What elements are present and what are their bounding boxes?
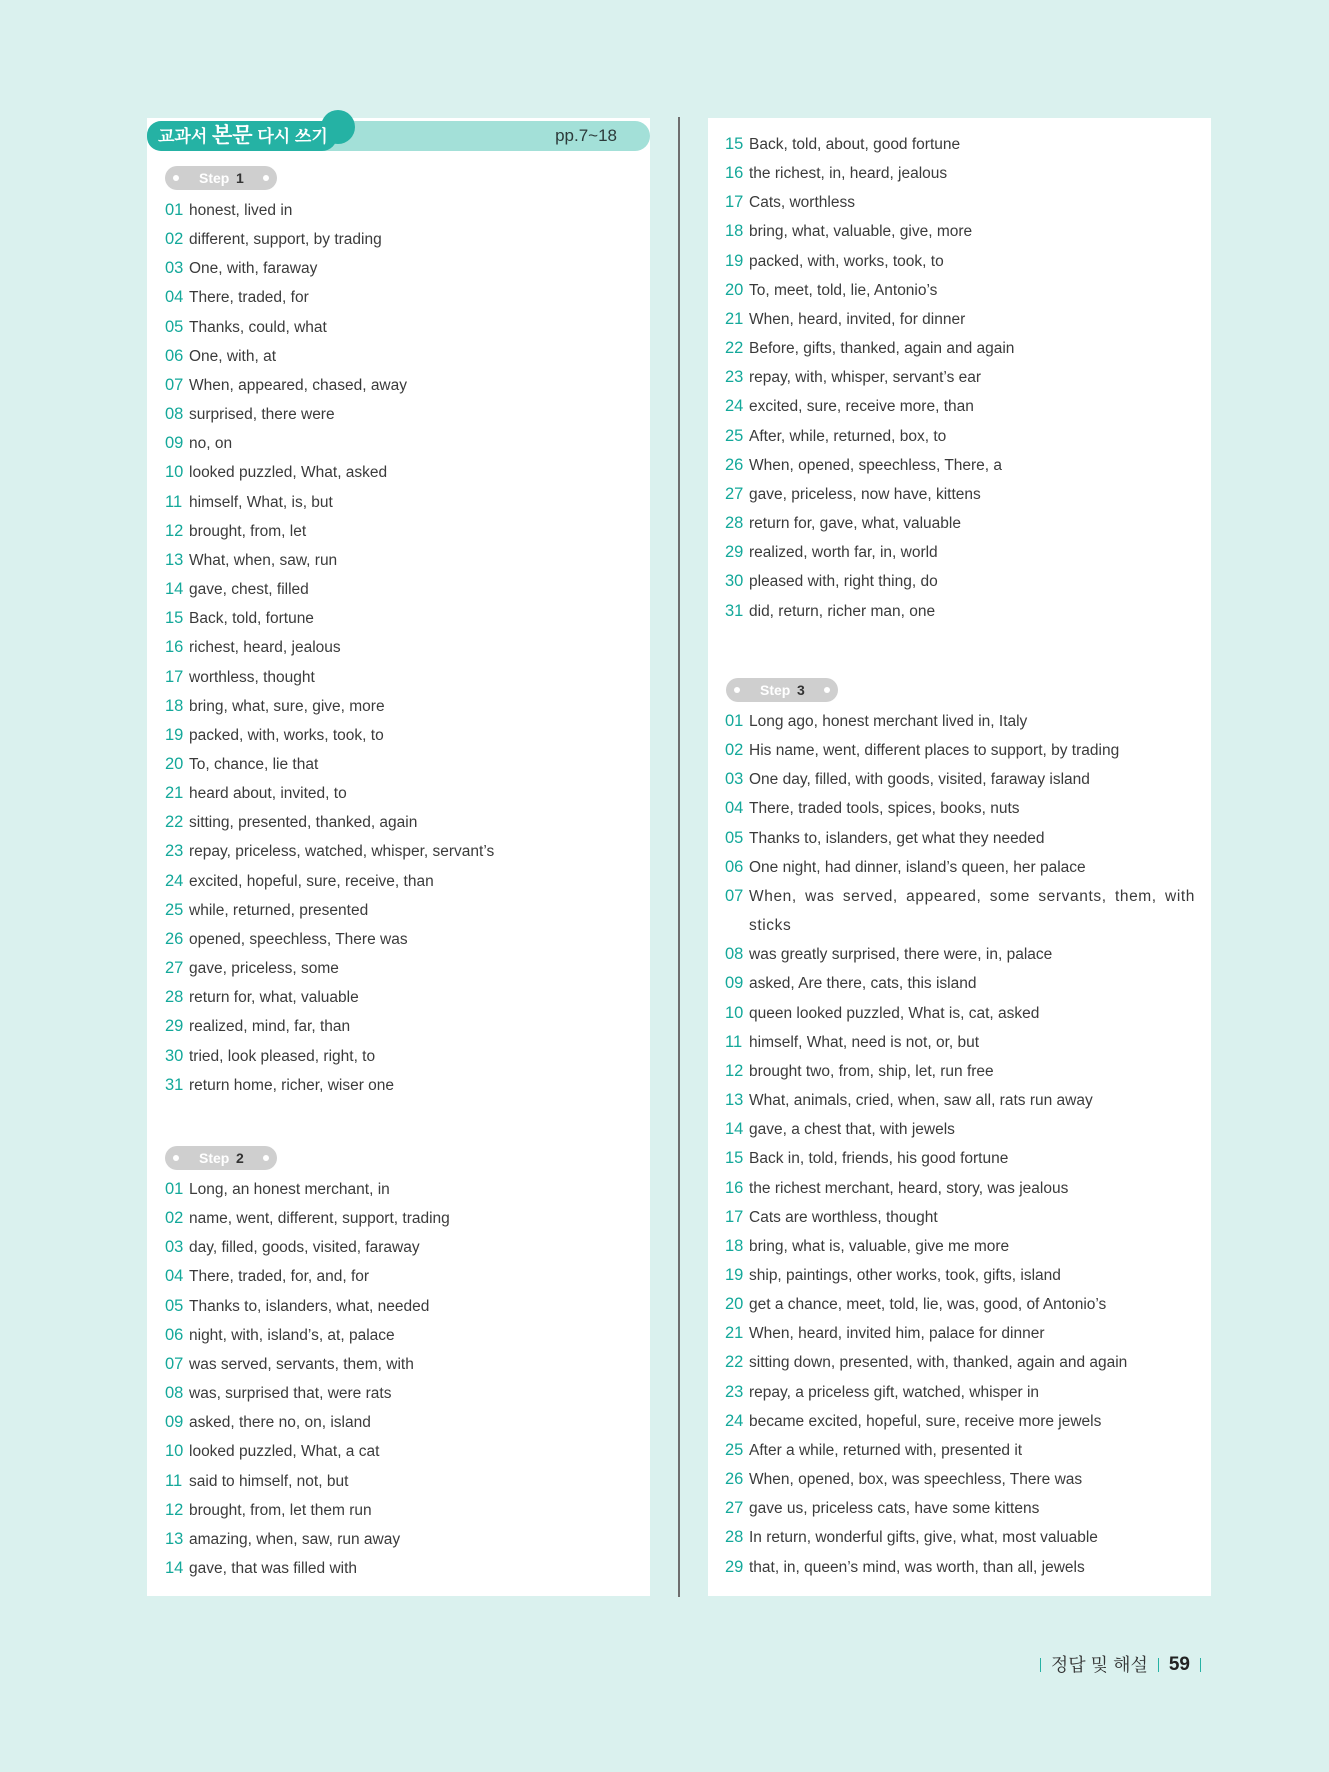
item-answer: bring, what is, valuable, give me more xyxy=(749,1237,1010,1255)
item-answer: To, meet, told, lie, Antonio’s xyxy=(749,281,938,299)
item-answer: excited, sure, receive more, than xyxy=(749,398,974,416)
item-number: 19 xyxy=(725,1265,744,1284)
item-number: 20 xyxy=(725,280,744,299)
item-answer: Cats, worthless xyxy=(749,194,855,212)
item-number: 29 xyxy=(725,1557,744,1576)
item-answer: What, when, saw, run xyxy=(189,551,338,569)
list-item xyxy=(165,546,655,575)
item-answer: gave, that was filled with xyxy=(189,1560,358,1578)
list-item xyxy=(725,1261,1195,1290)
item-number: 19 xyxy=(725,251,744,270)
item-answer: Thanks to, islanders, what, needed xyxy=(189,1297,430,1315)
item-number: 12 xyxy=(165,1500,184,1519)
list-item xyxy=(725,736,1195,765)
list-item xyxy=(725,422,1215,451)
item-number: 23 xyxy=(725,368,744,387)
item-answer: repay, with, whisper, servant’s ear xyxy=(749,369,982,387)
item-answer: ship, paintings, other works, took, gifts, island xyxy=(749,1266,1061,1284)
list-item xyxy=(165,633,655,662)
list-item xyxy=(165,837,655,866)
item-number: 10 xyxy=(725,1003,744,1022)
list-item xyxy=(725,509,1215,538)
item-answer: gave us, priceless cats, have some kittens xyxy=(749,1500,1040,1518)
item-answer: gave, chest, filled xyxy=(189,581,309,599)
list-item xyxy=(165,400,655,429)
item-number: 23 xyxy=(725,1382,744,1401)
item-number: 11 xyxy=(725,1032,743,1051)
list-item xyxy=(165,371,655,400)
item-number: 03 xyxy=(165,1238,184,1257)
list-item xyxy=(725,1494,1195,1523)
item-answer: brought, from, let xyxy=(189,522,307,540)
item-answer: There, traded, for xyxy=(189,289,309,307)
item-answer: There, traded, for, and, for xyxy=(189,1268,370,1286)
item-number: 08 xyxy=(165,1384,184,1403)
item-number: 16 xyxy=(725,164,744,183)
item-number: 02 xyxy=(165,230,184,249)
item-number: 21 xyxy=(725,1324,744,1343)
item-number: 01 xyxy=(165,201,184,219)
step-3-badge: Step 3 xyxy=(726,678,838,702)
item-number: 25 xyxy=(165,900,184,919)
list-item xyxy=(725,1144,1195,1173)
item-answer: His name, went, different places to support, by trading xyxy=(749,742,1120,760)
item-number: 06 xyxy=(165,346,184,365)
item-number: 06 xyxy=(165,1325,184,1344)
item-answer: Back, told, about, good fortune xyxy=(749,136,961,153)
list-item xyxy=(725,130,1215,159)
item-number: 29 xyxy=(725,543,744,562)
item-answer: return home, richer, wiser one xyxy=(189,1076,395,1094)
item-number: 09 xyxy=(165,1413,184,1432)
item-number: 16 xyxy=(725,1178,744,1197)
list-item xyxy=(165,1554,655,1583)
item-number: 07 xyxy=(165,375,184,394)
list-item xyxy=(725,1232,1195,1261)
item-number: 27 xyxy=(725,1499,744,1518)
list-item xyxy=(725,999,1195,1028)
item-number: 13 xyxy=(725,1091,744,1110)
list-item xyxy=(725,1523,1195,1552)
section-title: 교과서 본문 다시 쓰기 xyxy=(158,124,328,147)
list-item xyxy=(165,983,655,1012)
item-answer: bring, what, valuable, give, more xyxy=(749,223,973,241)
item-number: 07 xyxy=(165,1354,184,1373)
list-item xyxy=(725,1465,1195,1494)
list-item xyxy=(725,1319,1195,1348)
item-number: 20 xyxy=(165,754,184,773)
item-answer: day, filled, goods, visited, faraway xyxy=(189,1239,420,1257)
item-answer: asked, there no, on, island xyxy=(189,1414,371,1432)
list-item xyxy=(165,342,655,371)
item-number: 13 xyxy=(165,1529,184,1548)
item-answer: packed, with, works, took, to xyxy=(749,252,944,270)
item-number: 26 xyxy=(725,1470,744,1489)
list-item xyxy=(725,1436,1195,1465)
list-item xyxy=(165,750,655,779)
item-answer: gave, a chest that, with jewels xyxy=(749,1121,955,1139)
item-number: 14 xyxy=(165,580,184,599)
item-number: 26 xyxy=(165,929,184,948)
list-item xyxy=(165,1042,655,1071)
item-answer: amazing, when, saw, run away xyxy=(189,1530,401,1548)
item-number: 14 xyxy=(725,1120,744,1139)
item-number: 24 xyxy=(165,871,184,890)
list-item xyxy=(165,488,655,517)
item-number: 15 xyxy=(725,135,744,153)
item-number: 15 xyxy=(165,609,184,628)
list-item xyxy=(725,940,1195,969)
list-item xyxy=(165,896,655,925)
list-item xyxy=(165,1467,655,1496)
list-item xyxy=(165,867,655,896)
item-number: 25 xyxy=(725,426,744,445)
item-answer: Before, gifts, thanked, again and again xyxy=(749,340,1015,358)
list-item xyxy=(725,1553,1195,1582)
item-number: 30 xyxy=(165,1046,184,1065)
item-answer: opened, speechless, There was xyxy=(189,930,408,948)
item-answer: After, while, returned, box, to xyxy=(749,427,947,445)
item-number: 28 xyxy=(165,988,184,1007)
footer-label: 정답 및 해설 xyxy=(1050,1655,1148,1675)
item-number: 24 xyxy=(725,1411,744,1430)
list-item xyxy=(725,363,1215,392)
item-answer: honest, lived in xyxy=(189,202,293,219)
list-item xyxy=(725,969,1195,998)
item-answer: What, animals, cried, when, saw all, rats run away xyxy=(749,1092,1093,1110)
item-number: 05 xyxy=(165,1296,184,1315)
item-answer: realized, mind, far, than xyxy=(189,1018,351,1036)
item-number: 12 xyxy=(725,1061,744,1080)
item-answer: When, appeared, chased, away xyxy=(189,376,407,394)
list-item xyxy=(165,1012,655,1041)
list-item xyxy=(165,808,655,837)
list-item xyxy=(165,779,655,808)
item-number: 20 xyxy=(725,1295,744,1314)
list-item xyxy=(165,1525,655,1554)
list-item xyxy=(165,604,655,633)
item-number: 10 xyxy=(165,463,184,482)
item-number: 13 xyxy=(165,550,184,569)
item-answer: sitting, presented, thanked, again xyxy=(189,814,418,832)
list-item xyxy=(725,276,1215,305)
item-answer: sitting down, presented, with, thanked, again and again xyxy=(749,1354,1128,1372)
item-number: 12 xyxy=(165,521,184,540)
item-number: 02 xyxy=(725,741,744,760)
item-number: 23 xyxy=(165,842,184,861)
page-number: 59 xyxy=(1168,1654,1190,1675)
item-answer: bring, what, sure, give, more xyxy=(189,697,385,715)
item-number: 16 xyxy=(165,638,184,657)
list-item xyxy=(165,283,655,312)
list-item xyxy=(165,429,655,458)
item-answer: pleased with, right thing, do xyxy=(749,573,938,591)
item-answer: became excited, hopeful, sure, receive more jewels xyxy=(749,1412,1102,1430)
list-item xyxy=(165,1437,655,1466)
item-answer: heard about, invited, to xyxy=(189,785,347,803)
item-answer: In return, wonderful gifts, give, what, most valuable xyxy=(749,1529,1098,1547)
item-answer: Back in, told, friends, his good fortune xyxy=(749,1150,1009,1168)
item-answer: When, opened, box, was speechless, There was xyxy=(749,1471,1083,1489)
item-answer: Cats are worthless, thought xyxy=(749,1208,938,1226)
item-answer: different, support, by trading xyxy=(189,231,382,249)
item-number: 09 xyxy=(165,434,184,453)
item-number: 29 xyxy=(165,1017,184,1036)
list-item xyxy=(165,692,655,721)
list-item xyxy=(725,451,1215,480)
item-number: 04 xyxy=(165,1267,184,1286)
list-item xyxy=(165,954,655,983)
item-answer: was, surprised that, were rats xyxy=(189,1385,392,1403)
item-answer: There, traded tools, spices, books, nuts xyxy=(749,800,1020,818)
item-answer: repay, a priceless gift, watched, whisper in xyxy=(749,1383,1040,1401)
item-answer: himself, What, need is not, or, but xyxy=(749,1033,980,1051)
item-answer: When, heard, invited, for dinner xyxy=(749,310,966,328)
column-divider xyxy=(678,117,680,1597)
list-item xyxy=(165,721,655,750)
list-item xyxy=(165,1204,655,1233)
item-answer: Long, an honest merchant, in xyxy=(189,1181,390,1198)
step-2-list-continued xyxy=(725,130,1215,626)
item-number: 05 xyxy=(165,317,184,336)
list-item xyxy=(725,188,1215,217)
list-item xyxy=(725,824,1195,853)
list-item xyxy=(165,458,655,487)
item-answer: excited, hopeful, sure, receive, than xyxy=(189,872,434,890)
item-number: 25 xyxy=(725,1440,744,1459)
item-answer: night, with, island’s, at, palace xyxy=(189,1326,395,1344)
item-answer: gave, priceless, some xyxy=(189,960,339,978)
list-item xyxy=(165,517,655,546)
item-number: 03 xyxy=(725,770,744,789)
item-number: 10 xyxy=(165,1442,184,1461)
list-item xyxy=(725,217,1215,246)
item-number: 01 xyxy=(725,712,744,730)
item-number: 18 xyxy=(725,1236,744,1255)
item-answer: get a chance, meet, told, lie, was, good, of Antonio’s xyxy=(749,1296,1107,1314)
list-item xyxy=(725,794,1195,823)
list-item xyxy=(165,925,655,954)
step-1-badge: Step 1 xyxy=(165,166,277,190)
list-item xyxy=(165,575,655,604)
item-number: 24 xyxy=(725,397,744,416)
item-number: 19 xyxy=(165,725,184,744)
item-answer: Thanks to, islanders, get what they needed xyxy=(749,829,1045,847)
item-number: 27 xyxy=(165,959,184,978)
item-number: 22 xyxy=(165,813,184,832)
list-item xyxy=(725,1115,1195,1144)
list-item xyxy=(725,1057,1195,1086)
item-answer: One, with, at xyxy=(189,347,277,365)
item-number: 15 xyxy=(725,1149,744,1168)
step-3-list xyxy=(725,707,1195,1582)
item-answer: looked puzzled, What, a cat xyxy=(189,1443,380,1461)
step-2-list xyxy=(165,1175,655,1583)
list-item xyxy=(165,1233,655,1262)
item-number: 04 xyxy=(165,288,184,307)
list-item xyxy=(725,1378,1195,1407)
item-answer: the richest, in, heard, jealous xyxy=(749,165,948,183)
item-answer: Thanks, could, what xyxy=(189,318,327,336)
list-item xyxy=(165,225,655,254)
list-item xyxy=(165,1292,655,1321)
item-answer: gave, priceless, now have, kittens xyxy=(749,485,981,503)
list-item xyxy=(725,1174,1195,1203)
item-answer: asked, Are there, cats, this island xyxy=(749,975,977,993)
list-item xyxy=(725,1348,1195,1377)
item-number: 18 xyxy=(725,222,744,241)
list-item xyxy=(725,480,1215,509)
item-answer: return for, gave, what, valuable xyxy=(749,515,961,533)
item-answer: did, return, richer man, one xyxy=(749,602,936,620)
list-item xyxy=(725,334,1215,363)
item-number: 30 xyxy=(725,572,744,591)
item-answer: looked puzzled, What, asked xyxy=(189,464,388,482)
item-answer: richest, heard, jealous xyxy=(189,639,341,657)
list-item xyxy=(165,1175,655,1204)
item-number: 17 xyxy=(725,1207,744,1226)
item-answer: When, heard, invited him, palace for dinner xyxy=(749,1325,1045,1343)
item-number: 31 xyxy=(165,1075,184,1094)
item-number: 21 xyxy=(725,309,744,328)
item-answer: realized, worth far, in, world xyxy=(749,544,938,562)
item-answer: brought, from, let them run xyxy=(189,1501,372,1519)
item-answer: brought two, from, ship, let, run free xyxy=(749,1062,994,1080)
item-number: 17 xyxy=(165,667,184,686)
list-item xyxy=(165,1262,655,1291)
list-item xyxy=(165,313,655,342)
list-item xyxy=(165,1071,655,1100)
list-item xyxy=(165,1350,655,1379)
item-answer: that, in, queen’s mind, was worth, than all, jewels xyxy=(749,1558,1085,1576)
item-answer: When, opened, speechless, There, a xyxy=(749,456,1003,474)
item-number: 11 xyxy=(165,492,183,511)
list-item xyxy=(725,882,1195,940)
item-answer: was served, servants, them, with xyxy=(189,1355,414,1373)
list-item xyxy=(725,853,1195,882)
list-item xyxy=(725,305,1215,334)
list-item xyxy=(165,1408,655,1437)
item-number: 26 xyxy=(725,455,744,474)
item-answer: surprised, there were xyxy=(189,406,335,424)
item-answer: said to himself, not, but xyxy=(189,1472,349,1490)
list-item xyxy=(725,159,1215,188)
item-number: 22 xyxy=(725,339,744,358)
item-number: 02 xyxy=(165,1209,184,1228)
item-number: 28 xyxy=(725,1528,744,1547)
list-item xyxy=(165,663,655,692)
list-item xyxy=(725,567,1215,596)
list-item xyxy=(165,254,655,283)
item-answer: himself, What, is, but xyxy=(189,493,333,511)
list-item xyxy=(725,392,1215,421)
item-answer: tried, look pleased, right, to xyxy=(189,1047,376,1065)
item-number: 31 xyxy=(725,601,744,620)
item-number: 03 xyxy=(165,259,184,278)
item-number: 22 xyxy=(725,1353,744,1372)
item-number: 01 xyxy=(165,1180,184,1198)
list-item xyxy=(725,597,1215,626)
list-item xyxy=(725,247,1215,276)
item-answer: When, was served, appeared, some servants, them, with sticks xyxy=(749,887,1195,935)
item-answer: Back, told, fortune xyxy=(189,610,314,628)
item-answer: packed, with, works, took, to xyxy=(189,726,384,744)
item-number: 08 xyxy=(725,945,744,964)
item-answer: the richest merchant, heard, story, was jealous xyxy=(749,1179,1069,1197)
list-item xyxy=(725,1203,1195,1232)
item-answer: One, with, faraway xyxy=(189,260,318,278)
list-item xyxy=(725,538,1215,567)
list-item xyxy=(725,707,1195,736)
item-answer: while, returned, presented xyxy=(189,901,369,919)
item-number: 11 xyxy=(165,1471,183,1490)
list-item xyxy=(725,1028,1195,1057)
item-answer: One night, had dinner, island’s queen, her palace xyxy=(749,858,1086,876)
item-number: 07 xyxy=(725,886,744,905)
step-2-badge: Step 2 xyxy=(165,1146,277,1170)
item-number: 27 xyxy=(725,484,744,503)
item-number: 04 xyxy=(725,799,744,818)
item-number: 21 xyxy=(165,784,184,803)
list-item xyxy=(165,1379,655,1408)
item-number: 06 xyxy=(725,857,744,876)
step-1-list xyxy=(165,196,655,1100)
item-answer: worthless, thought xyxy=(189,668,315,686)
item-answer: One day, filled, with goods, visited, faraway island xyxy=(749,771,1090,789)
list-item xyxy=(165,1496,655,1525)
list-item xyxy=(725,1086,1195,1115)
item-answer: After a while, returned with, presented it xyxy=(749,1441,1023,1459)
item-number: 05 xyxy=(725,828,744,847)
item-number: 28 xyxy=(725,514,744,533)
item-number: 17 xyxy=(725,193,744,212)
item-answer: queen looked puzzled, What is, cat, asked xyxy=(749,1004,1040,1022)
item-answer: was greatly surprised, there were, in, palace xyxy=(749,946,1053,964)
item-number: 14 xyxy=(165,1559,184,1578)
item-answer: repay, priceless, watched, whisper, servant’s xyxy=(189,843,495,861)
list-item xyxy=(165,1321,655,1350)
item-number: 08 xyxy=(165,405,184,424)
page-footer xyxy=(1030,1652,1211,1678)
list-item xyxy=(725,1290,1195,1319)
item-number: 18 xyxy=(165,696,184,715)
item-number: 09 xyxy=(725,974,744,993)
item-answer: Long ago, honest merchant lived in, Italy xyxy=(749,713,1028,730)
page-range: pp.7~18 xyxy=(555,126,617,145)
list-item xyxy=(165,196,655,225)
item-answer: no, on xyxy=(189,435,233,453)
list-item xyxy=(725,1407,1195,1436)
item-answer: name, went, different, support, trading xyxy=(189,1210,450,1228)
item-answer: To, chance, lie that xyxy=(189,755,319,773)
item-answer: return for, what, valuable xyxy=(189,989,359,1007)
list-item xyxy=(725,765,1195,794)
